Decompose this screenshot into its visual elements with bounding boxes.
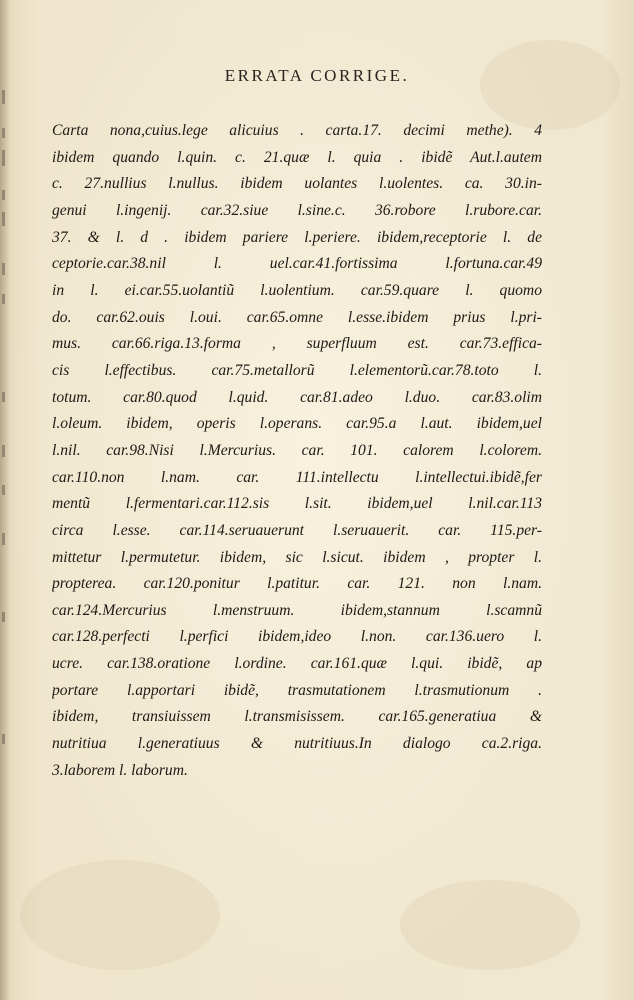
text-line: mentũ l.fermentari.car.112.sis l.sit. ibidem,uel l.nil.car.113 <box>52 495 542 513</box>
text-line: ceptorie.car.38.nil l. uel.car.41.fortissima l.fortuna.car.49 <box>52 255 542 273</box>
text-line: 3.laborem l. laborum. <box>52 761 188 779</box>
text-line: l.nil. car.98.Nisi l.Mercurius. car. 101. calorem l.colorem. <box>52 441 542 459</box>
text-line: circa l.esse. car.114.seruauerunt l.seruauerit. car. 115.per- <box>52 521 542 539</box>
text-line: 37. & l. d . ibidem pariere l.periere. ibidem,receptorie l. de <box>52 228 542 246</box>
text-line: ibidem quando l.quin. c. 21.quæ l. quia . ibidẽ Aut.l.autem <box>52 148 542 166</box>
text-line: l.oleum. ibidem, operis l.operans. car.95.a l.aut. ibidem,uel <box>52 415 542 433</box>
text-line: propterea. car.120.ponitur l.patitur. car. 121. non l.nam. <box>52 575 542 593</box>
text-line: Carta nona,cuius.lege alicuius . carta.17. decimi methe). 4 <box>52 122 542 139</box>
margin-mark <box>2 212 5 226</box>
text-line: mus. car.66.riga.13.forma , superfluum est. car.73.effica- <box>52 335 542 353</box>
text-line: car.110.non l.nam. car. 111.intellectu l.intellectui.ibidẽ,fer <box>52 468 542 486</box>
errata-text <box>52 118 542 784</box>
text-line: cis l.effectibus. car.75.metallorũ l.elementorũ.car.78.toto l. <box>52 361 542 379</box>
margin-mark <box>2 150 5 166</box>
margin-mark <box>2 445 5 457</box>
margin-mark <box>2 734 5 744</box>
text-line: ibidem, transiuissem l.transmisissem. car.165.generatiua & <box>52 708 542 726</box>
margin-mark <box>2 263 5 275</box>
margin-mark <box>2 90 5 104</box>
text-line: in l. ei.car.55.uolantiũ l.uolentium. car.59.quare l. quomo <box>52 281 542 299</box>
text-line: mittetur l.permutetur. ibidem, sic l.sicut. ibidem , propter l. <box>52 548 542 566</box>
margin-mark <box>2 128 5 138</box>
page-title: ERRATA CORRIGE. <box>224 66 410 85</box>
paper-stain <box>20 860 220 970</box>
paper-stain <box>400 880 580 970</box>
margin-mark <box>2 190 5 200</box>
text-line: nutritiua l.generatiuus & nutritiuus.In dialogo ca.2.riga. <box>52 735 542 753</box>
text-line: c. 27.nullius l.nullus. ibidem uolantes l.uolentes. ca. 30.in- <box>52 175 542 193</box>
text-line: portare l.apportari ibidẽ, trasmutationem l.trasmutionum . <box>52 681 542 699</box>
text-line: ucre. car.138.oratione l.ordine. car.161.quæ l.qui. ibidẽ, ap <box>52 655 542 673</box>
text-line: do. car.62.ouis l.oui. car.65.omne l.esse.ibidem prius l.pri- <box>52 308 542 326</box>
text-line: totum. car.80.quod l.quid. car.81.adeo l.duo. car.83.olim <box>52 388 542 406</box>
margin-mark <box>2 612 5 622</box>
text-line: car.128.perfecti l.perfici ibidem,ideo l.non. car.136.uero l. <box>52 628 542 646</box>
margin-mark <box>2 485 5 495</box>
text-line: genui l.ingenij. car.32.siue l.sine.c. 36.robore l.rubore.car. <box>52 201 542 219</box>
margin-mark <box>2 392 5 402</box>
margin-mark <box>2 533 5 545</box>
margin-mark <box>2 294 5 304</box>
text-line: car.124.Mercurius l.menstruum. ibidem,stannum l.scamnũ <box>52 601 542 619</box>
